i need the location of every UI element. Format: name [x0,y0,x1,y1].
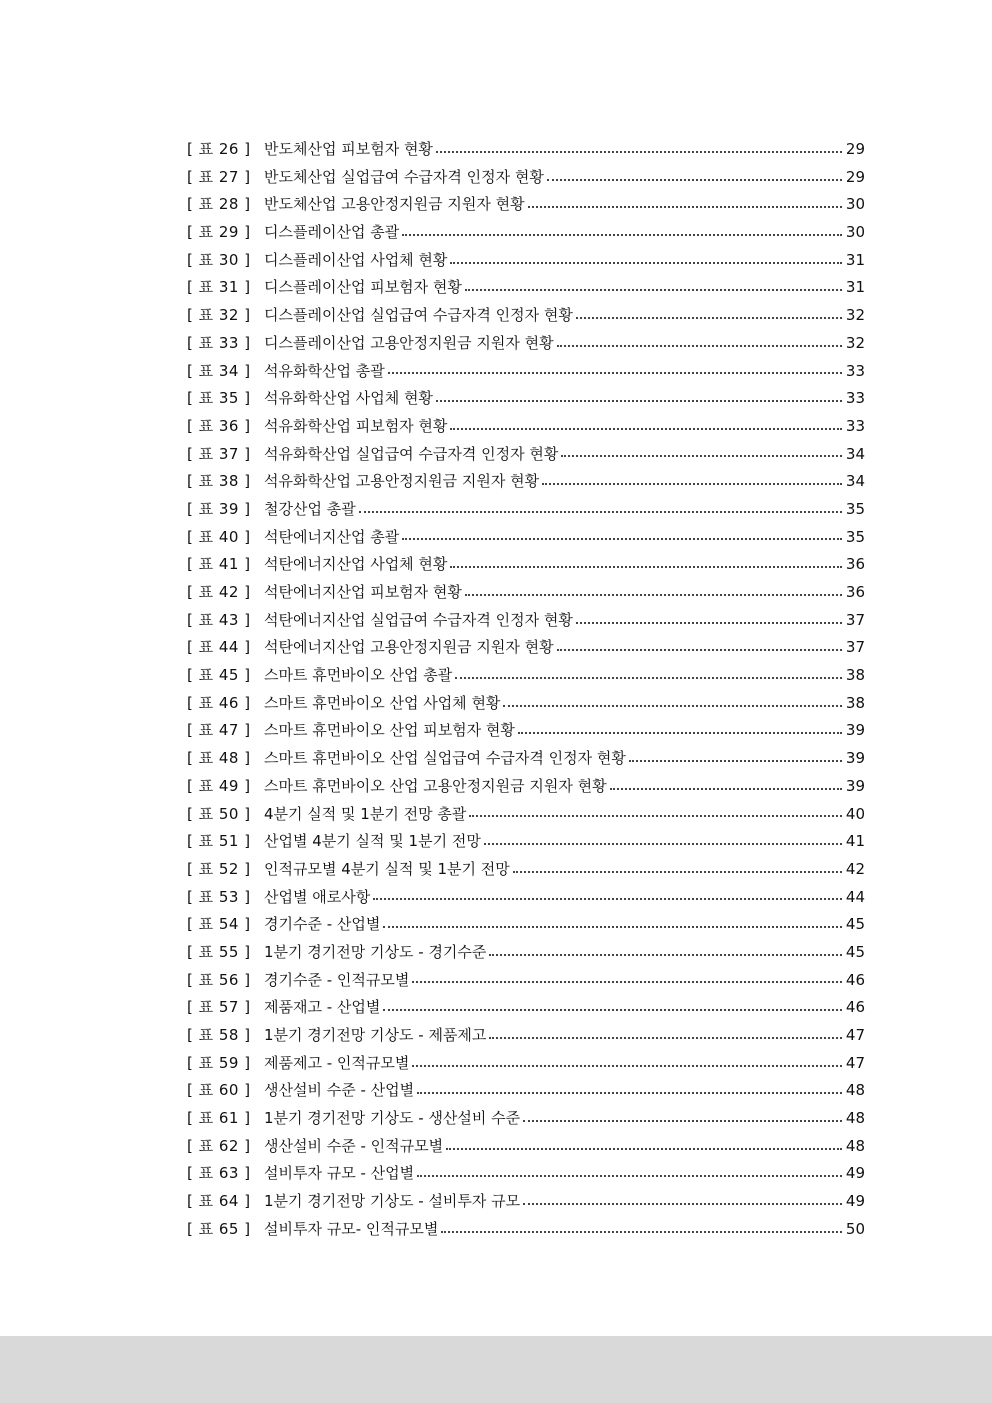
toc-entry-page-number: 30 [845,195,865,214]
toc-entry-page-number: 37 [845,610,865,629]
toc-entry-tag: [ 표 52 ] [187,859,251,878]
toc-entry-page-number: 35 [845,499,865,518]
toc-entry-title: 제품제고 - 인적규모별 [264,1053,410,1072]
toc-entry-title: 생산설비 수준 - 산업별 [264,1081,415,1100]
toc-entry-leader-dots [450,428,841,430]
toc-entry-leader-dots [523,1203,842,1205]
toc-entry[interactable] [187,801,865,829]
toc-entry-title: 산업별 4분기 실적 및 1분기 전망 [264,832,481,851]
toc-entry-tag: [ 표 60 ] [187,1081,251,1100]
toc-entry-title: 디스플레이산업 고용안정지원금 지원자 현황 [264,333,554,352]
toc-entry[interactable] [187,468,865,496]
toc-entry[interactable] [187,579,865,607]
toc-entry-title: 석유화학산업 실업급여 수급자격 인정자 현황 [264,444,559,463]
toc-entry-tag: [ 표 46 ] [187,693,251,712]
toc-entry[interactable] [187,1105,865,1133]
toc-entry-page-number: 33 [845,389,865,408]
toc-entry-page-number: 31 [845,250,865,269]
toc-entry[interactable] [187,1133,865,1161]
toc-entry-leader-dots [455,677,842,679]
toc-entry-title: 석유화학산업 고용안정지원금 지원자 현황 [264,472,540,491]
toc-entry-page-number: 50 [845,1219,865,1238]
toc-entry-tag: [ 표 45 ] [187,666,251,685]
toc-entry[interactable] [187,911,865,939]
toc-entry-leader-dots [484,843,842,845]
toc-entry-page-number: 40 [845,804,865,823]
toc-entry-page-number: 45 [845,915,865,934]
toc-entry-page-number: 29 [845,167,865,186]
toc-entry-page-number: 38 [845,693,865,712]
toc-entry-page-number: 39 [845,749,865,768]
footer-band [0,1336,992,1403]
toc-entry[interactable] [187,413,865,441]
toc-entry[interactable] [187,717,865,745]
toc-entry-page-number: 48 [845,1081,865,1100]
toc-entry-page-number: 34 [845,444,865,463]
toc-entry-leader-dots [402,234,842,236]
toc-entry-leader-dots [465,594,842,596]
toc-entry-leader-dots [412,1065,842,1067]
toc-entry-tag: [ 표 26 ] [187,140,251,158]
toc-entry-page-number: 39 [845,776,865,795]
toc-entry[interactable] [187,136,865,164]
toc-entry-tag: [ 표 36 ] [187,416,251,435]
toc-entry-tag: [ 표 43 ] [187,610,251,629]
toc-entry-leader-dots [528,206,842,208]
toc-entry-leader-dots [523,1120,842,1122]
toc-entry-tag: [ 표 55 ] [187,942,251,961]
toc-entry-leader-dots [417,1175,842,1177]
toc-entry-leader-dots [383,1009,842,1011]
toc-entry-tag: [ 표 50 ] [187,804,251,823]
toc-entry-page-number: 36 [845,555,865,574]
toc-entry-title: 석탄에너지산업 실업급여 수급자격 인정자 현황 [264,610,573,629]
toc-entry-title: 디스플레이산업 사업체 현황 [264,250,448,269]
toc-entry-tag: [ 표 33 ] [187,333,251,352]
toc-entry-title: 스마트 휴먼바이오 산업 총괄 [264,666,453,685]
toc-entry-page-number: 33 [845,361,865,380]
toc-entry[interactable] [187,302,865,330]
toc-entry-leader-dots [383,926,842,928]
toc-entry-tag: [ 표 48 ] [187,749,251,768]
toc-entry-leader-dots [629,760,842,762]
toc-entry-title: 제품재고 - 산업별 [264,998,381,1017]
toc-entry-title: 설비투자 규모 - 산업별 [264,1164,415,1183]
toc-entry-title: 석유화학산업 피보험자 현황 [264,416,448,435]
toc-entry-page-number: 34 [845,472,865,491]
toc-entry-leader-dots [388,372,842,374]
toc-entry[interactable] [187,551,865,579]
toc-entry-tag: [ 표 47 ] [187,721,251,740]
toc-entry-page-number: 32 [845,333,865,352]
toc-entry-tag: [ 표 54 ] [187,915,251,934]
toc-entry-tag: [ 표 42 ] [187,583,251,601]
toc-entry-page-number: 47 [845,1053,865,1072]
toc-entry-title: 경기수준 - 인적규모별 [264,970,410,989]
toc-entry-tag: [ 표 59 ] [187,1053,251,1072]
toc-entry-title: 석탄에너지산업 사업체 현황 [264,555,448,574]
toc-entry-page-number: 31 [845,278,865,297]
toc-entry-page-number: 39 [845,721,865,740]
toc-entry-tag: [ 표 44 ] [187,638,251,657]
toc-entry-page-number: 41 [845,832,865,851]
toc-entry-leader-dots [576,622,842,624]
toc-entry-tag: [ 표 28 ] [187,195,251,214]
toc-entry-title: 생산설비 수준 - 인적규모별 [264,1136,444,1155]
toc-entry[interactable] [187,247,865,275]
toc-entry-title: 1분기 경기전망 기상도 - 설비투자 규모 [264,1192,521,1211]
toc-entry-leader-dots [503,705,841,707]
toc-entry-leader-dots [450,262,841,264]
toc-entry-title: 석유화학산업 총괄 [264,361,385,380]
toc-entry-tag: [ 표 62 ] [187,1136,251,1155]
toc-entry-title: 산업별 애로사항 [264,887,371,906]
toc-entry-tag: [ 표 37 ] [187,444,251,463]
toc-entry-tag: [ 표 41 ] [187,555,251,574]
toc-entry-title: 1분기 경기전망 기상도 - 제품제고 [264,1026,487,1044]
toc-entry-page-number: 47 [845,1026,865,1044]
toc-entry[interactable] [187,385,865,413]
toc-entry-page-number: 36 [845,583,865,601]
toc-entry-title: 디스플레이산업 총괄 [264,223,400,242]
toc-entry[interactable] [187,607,865,635]
toc-entry-title: 석탄에너지산업 피보험자 현황 [264,583,462,601]
toc-entry[interactable] [187,1050,865,1078]
toc-entry-tag: [ 표 27 ] [187,167,251,186]
toc-entry-leader-dots [465,289,842,291]
toc-entry-page-number: 35 [845,527,865,546]
toc-entry-leader-dots [450,566,841,568]
toc-entry[interactable] [187,358,865,386]
toc-entry[interactable] [187,274,865,302]
toc-entry-leader-dots [542,483,842,485]
toc-entry-tag: [ 표 56 ] [187,970,251,989]
toc-entry-leader-dots [412,981,842,983]
toc-entry[interactable] [187,1077,865,1105]
toc-entry-tag: [ 표 34 ] [187,361,251,380]
toc-entry-tag: [ 표 63 ] [187,1164,251,1183]
toc-entry-title: 스마트 휴먼바이오 산업 피보험자 현황 [264,721,515,740]
toc-entry-title: 인적규모별 4분기 실적 및 1분기 전망 [264,859,510,878]
toc-entry-leader-dots [561,455,842,457]
toc-entry-leader-dots [359,511,842,513]
toc-entry-leader-dots [557,345,842,347]
toc-entry-leader-dots [576,317,842,319]
toc-entry-page-number: 48 [845,1109,865,1128]
toc-entry-page-number: 29 [845,140,865,158]
toc-entry-leader-dots [446,1148,842,1150]
toc-entry[interactable] [187,441,865,469]
toc-entry-page-number: 46 [845,970,865,989]
toc-entry-tag: [ 표 64 ] [187,1192,251,1211]
toc-entry-leader-dots [373,898,842,900]
toc-entry-title: 경기수준 - 산업별 [264,915,381,934]
toc-entry-tag: [ 표 61 ] [187,1109,251,1128]
toc-entry[interactable] [187,1022,865,1050]
toc-entry-title: 철강산업 총괄 [264,499,356,518]
toc-entry[interactable] [187,1216,865,1244]
toc-entry-title: 스마트 휴먼바이오 산업 고용안정지원금 지원자 현황 [264,776,607,795]
toc-entry-title: 반도체산업 실업급여 수급자격 인정자 현황 [264,167,544,186]
toc-entry-page-number: 45 [845,942,865,961]
toc-entry-page-number: 49 [845,1192,865,1211]
toc-entry-tag: [ 표 65 ] [187,1219,251,1238]
toc-entry-page-number: 38 [845,666,865,685]
toc-entry-title: 스마트 휴먼바이오 산업 실업급여 수급자격 인정자 현황 [264,749,626,768]
toc-entry[interactable] [187,994,865,1022]
toc-entry[interactable] [187,191,865,219]
toc-entry-leader-dots [557,649,842,651]
toc-entry-leader-dots [513,871,842,873]
toc-entry[interactable] [187,828,865,856]
toc-entry-page-number: 48 [845,1136,865,1155]
toc-entry-page-number: 37 [845,638,865,657]
toc-entry-title: 스마트 휴먼바이오 산업 사업체 현황 [264,693,501,712]
toc-entry[interactable] [187,1188,865,1216]
toc-entry[interactable] [187,856,865,884]
toc-entry-title: 석탄에너지산업 고용안정지원금 지원자 현황 [264,638,554,657]
toc-entry-leader-dots [610,788,842,790]
table-of-contents [187,136,865,1244]
toc-entry-page-number: 33 [845,416,865,435]
toc-entry-page-number: 49 [845,1164,865,1183]
toc-entry-leader-dots [417,1092,842,1094]
toc-entry[interactable] [187,219,865,247]
toc-entry[interactable] [187,1160,865,1188]
toc-entry-leader-dots [436,400,842,402]
toc-entry[interactable] [187,634,865,662]
toc-entry-tag: [ 표 29 ] [187,223,251,242]
toc-entry-leader-dots [402,538,842,540]
toc-entry-tag: [ 표 51 ] [187,832,251,851]
toc-entry-leader-dots [518,732,842,734]
toc-entry-tag: [ 표 49 ] [187,776,251,795]
toc-entry-title: 설비투자 규모- 인적규모별 [264,1219,439,1238]
toc-entry-leader-dots [436,151,842,153]
toc-entry-title: 4분기 실적 및 1분기 전망 총괄 [264,804,467,823]
toc-entry[interactable] [187,662,865,690]
toc-entry-title: 석탄에너지산업 총괄 [264,527,400,546]
toc-entry-title: 1분기 경기전망 기상도 - 생산설비 수준 [264,1109,521,1128]
toc-entry-leader-dots [441,1231,842,1233]
toc-entry-tag: [ 표 38 ] [187,472,251,491]
toc-entry-leader-dots [489,1037,842,1039]
toc-entry[interactable] [187,884,865,912]
toc-entry-title: 디스플레이산업 실업급여 수급자격 인정자 현황 [264,306,573,325]
toc-entry-tag: [ 표 53 ] [187,887,251,906]
toc-entry-tag: [ 표 57 ] [187,998,251,1017]
toc-entry-tag: [ 표 31 ] [187,278,251,297]
toc-entry[interactable] [187,690,865,718]
toc-entry[interactable] [187,939,865,967]
toc-entry-tag: [ 표 40 ] [187,527,251,546]
toc-entry-tag: [ 표 35 ] [187,389,251,408]
toc-entry-page-number: 30 [845,223,865,242]
toc-entry-title: 1분기 경기전망 기상도 - 경기수준 [264,942,487,961]
toc-entry-leader-dots [469,815,842,817]
toc-entry[interactable] [187,773,865,801]
toc-entry-leader-dots [489,954,842,956]
toc-entry-page-number: 32 [845,306,865,325]
toc-entry-title: 반도체산업 고용안정지원금 지원자 현황 [264,195,525,214]
toc-entry[interactable] [187,164,865,192]
toc-entry-tag: [ 표 32 ] [187,306,251,325]
toc-entry-page-number: 42 [845,859,865,878]
toc-entry[interactable] [187,524,865,552]
toc-entry-page-number: 46 [845,998,865,1017]
toc-entry-title: 반도체산업 피보험자 현황 [264,140,433,158]
toc-entry-tag: [ 표 58 ] [187,1026,251,1044]
toc-entry-title: 디스플레이산업 피보험자 현황 [264,278,462,297]
toc-entry-tag: [ 표 30 ] [187,250,251,269]
toc-entry[interactable] [187,330,865,358]
toc-entry-page-number: 44 [845,887,865,906]
toc-entry-title: 석유화학산업 사업체 현황 [264,389,433,408]
toc-entry[interactable] [187,967,865,995]
toc-entry-tag: [ 표 39 ] [187,499,251,518]
toc-entry[interactable] [187,745,865,773]
toc-entry[interactable] [187,496,865,524]
toc-entry-leader-dots [547,179,842,181]
